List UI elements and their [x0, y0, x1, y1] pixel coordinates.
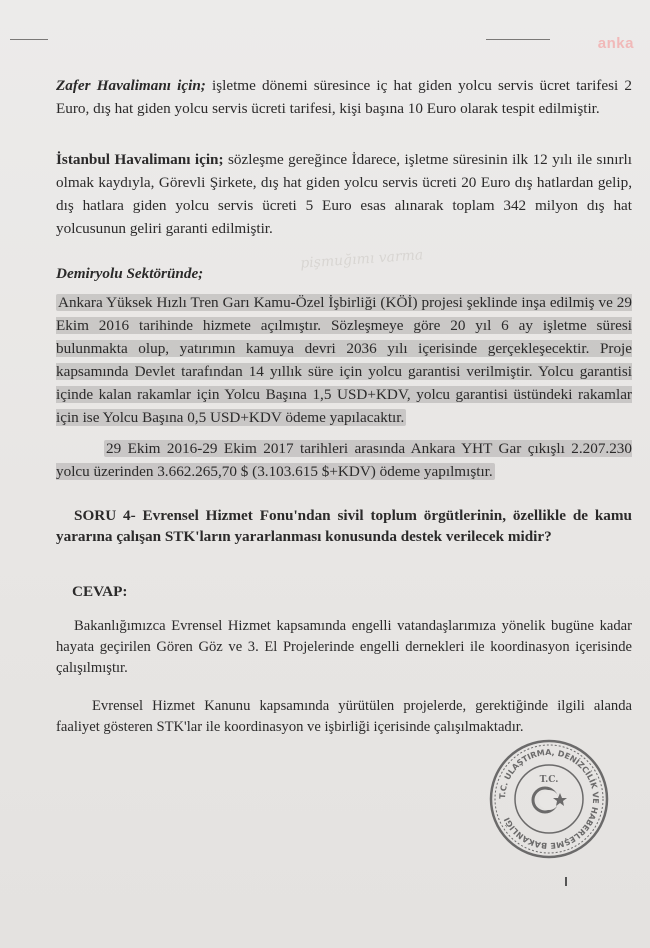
answer-paragraph-1: Bakanlığımızca Evrensel Hizmet kapsamında engelli vatandaşlarımıza yönelik bugüne kadar hayata geçirilen Gören Göz ve 3. El Projelerinde engelli dernekleri ile koordinasyon içerisinde çalışılmıştır. [56, 618, 632, 676]
section-heading-railway: Demiryolu Sektöründe; [56, 265, 204, 282]
paragraph-zafer [56, 74, 632, 120]
top-rule-right [486, 39, 550, 40]
ankara-text: Ankara Yüksek Hızlı Tren Garı Kamu-Özel İşbirliği (KÖİ) projesi şeklinde inşa edilmiş ve 29 Ekim 2016 tarihinde hizmete açılmıştır. Sözleşmeye göre 20 yıl 6 ay işletme süresi bulunmakta olup, yatırımın kamuya devri 2036 yılı içerisinde gerçekleşecektir. Proje kapsamında Devlet tarafından 14 yıllık süre için yolcu garantisi verilmiştir. Yolcu garantisi içinde kalan rakamlar için Yolcu Başına 1,5 USD+KDV, yolcu garantisi üstündeki rakamlar için ise Yolcu Başına 0,5 USD+KDV ödeme yapılacaktır. [56, 294, 632, 426]
pen-mark [565, 877, 567, 886]
bleed-through-text: pişmuğımı varma [299, 247, 424, 272]
istanbul-text: sözleşme gereğince İdarece, işletme süresinin ilk 12 yılı ile sınırlı olmak kaydıyla, Görevli Şirkete, dış hat giden yolcu servis ücreti 20 Euro dış hatlardan gelip, dış hatlara giden yolcu servis ücreti 5 Euro esas alınarak toplam 342 milyon dış hat yolcusunun geliri garanti edilmiştir. [56, 151, 632, 237]
paragraph-ankara [56, 291, 632, 429]
paragraph-payment [56, 437, 632, 483]
zafer-text: işletme dönemi süresince iç hat giden yolcu servis ücret tarifesi 2 Euro, dış hat giden yolcu servis ücreti tarifesi, kişi başına 10 Euro olarak tespit edilmiştir. [56, 77, 632, 117]
watermark-logo: anka [597, 35, 634, 52]
paragraph-istanbul [56, 148, 632, 240]
zafer-lead: Zafer Havalimanı için; [56, 77, 206, 94]
payment-text: 29 Ekim 2016-29 Ekim 2017 tarihleri arasında Ankara YHT Gar çıkışlı 2.207.230 yolcu üzerinden 3.662.265,70 $ (3.103.615 $+KDV) ödeme yapılmıştır. [56, 440, 632, 480]
official-seal-icon [488, 738, 610, 860]
seal-ring-text: T.C. ULAŞTIRMA, DENİZCİLİK VE HABERLEŞME BAKANLIĞI [497, 747, 601, 851]
answer-heading: CEVAP: [72, 583, 128, 600]
answer-paragraph-2: Evrensel Hizmet Kanunu kapsamında yürütülen projelerde, gerektiğinde ilgili alanda faaliyet gösteren STK'lar ile koordinasyon ve işbirliği içerisinde çalışılmaktadır. [56, 698, 632, 735]
istanbul-lead: İstanbul Havalimanı için; [56, 151, 224, 168]
seal-center-text: T.C. [539, 775, 559, 785]
question-4: SORU 4- Evrensel Hizmet Fonu'ndan sivil toplum örgütlerinin, özellikle de kamu yararına çalışan STK'ların yararlanması konusunda destek verilecek midir? [56, 507, 632, 545]
top-rule-left [10, 39, 48, 40]
